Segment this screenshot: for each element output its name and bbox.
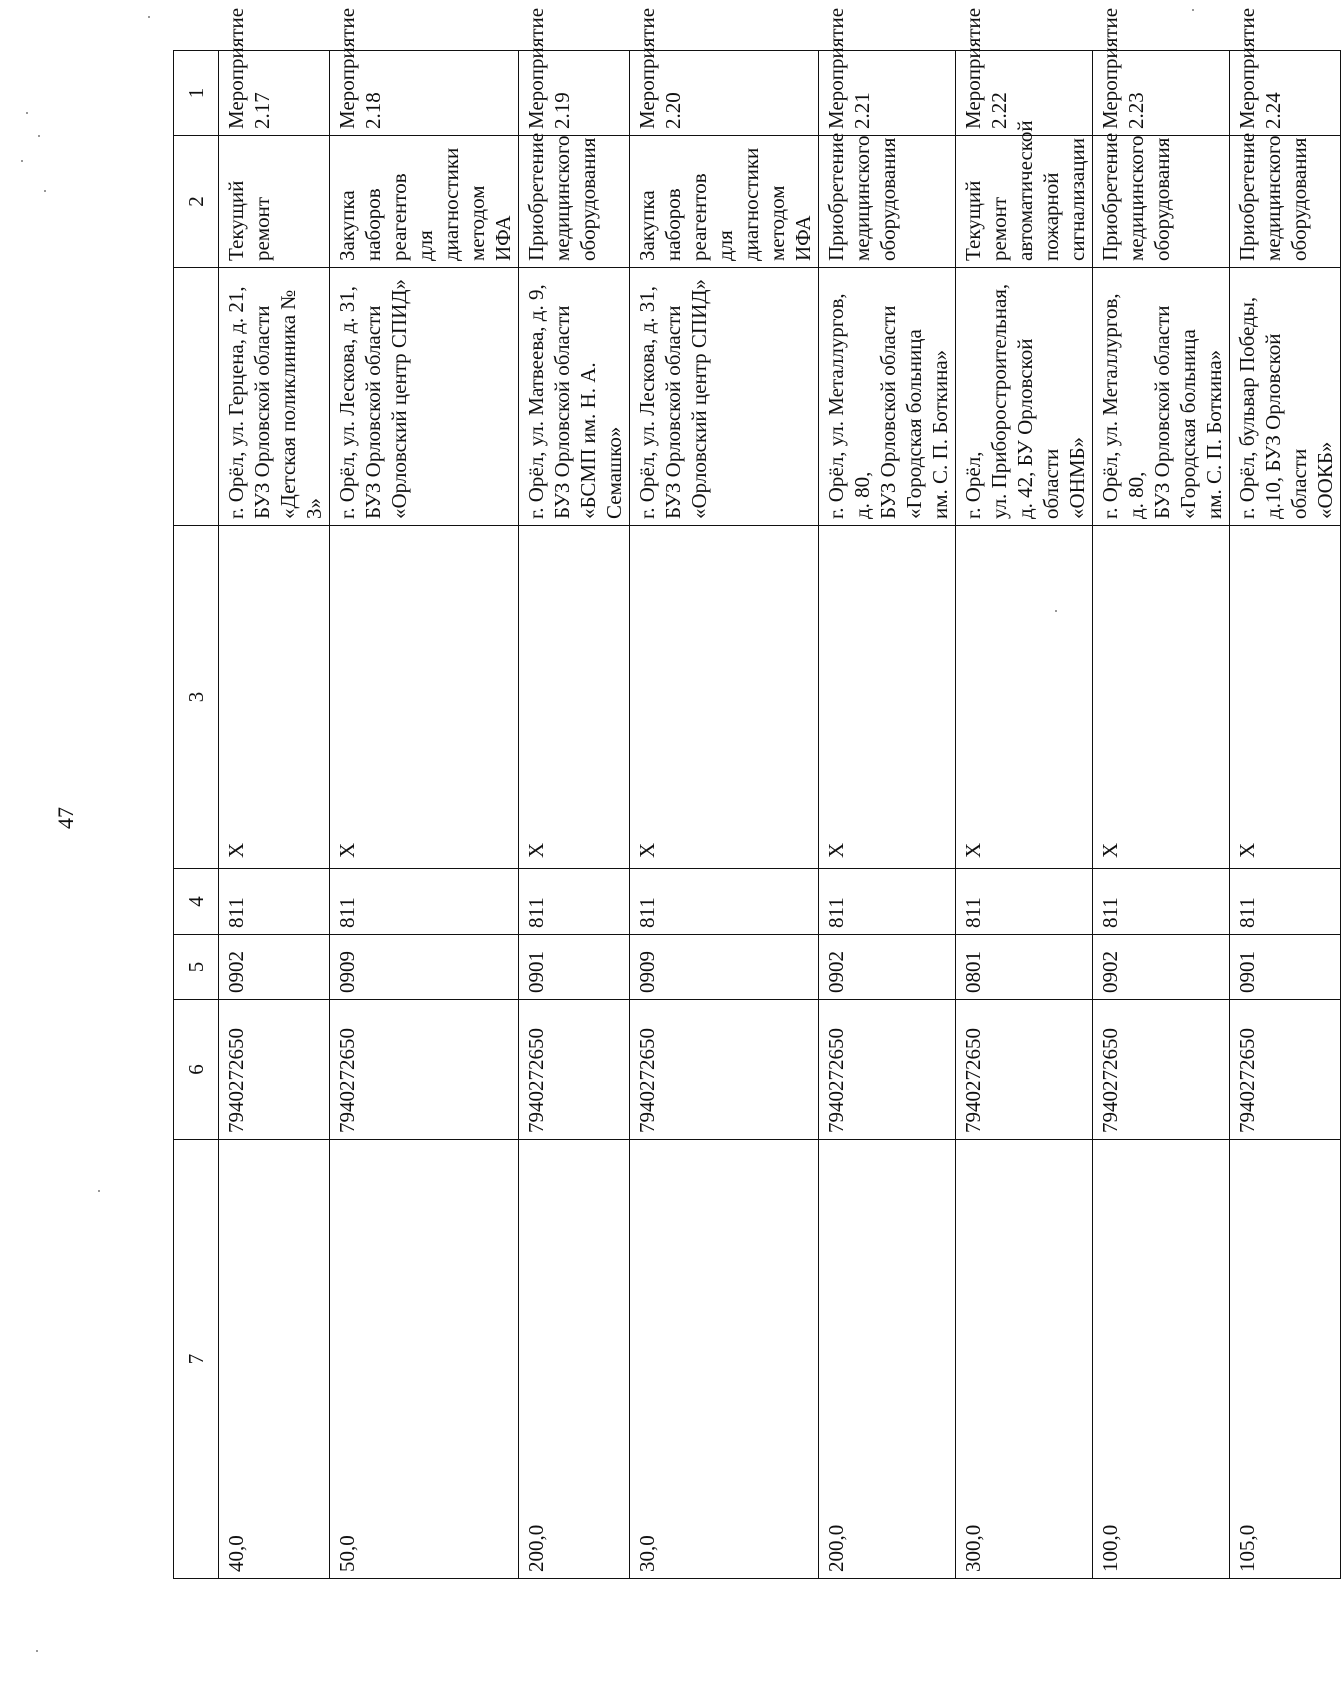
table-row [1093,51,1230,1579]
header-col-2b [174,268,219,526]
table-row [1230,51,1341,1579]
work-cell [956,120,1093,268]
table-row [819,51,956,1579]
address-cell-text: г. Орёл, бульвар Победы, д.10, БУЗ Орловской области «ООКБ» [1235,296,1337,519]
work-cell-text: Приобретение медицинского оборудования [1098,132,1174,261]
department-cell-text: 811 [635,897,659,928]
section-cell-text: 0902 [824,951,848,993]
event-cell [219,7,330,136]
department-cell [819,869,956,935]
section-cell-text: 0909 [335,951,359,993]
address-cell-text: г. Орёл, ул. Матвеева, д. 9, БУЗ Орловской области «БСМП им. Н. А. Семашко» [524,284,626,519]
address-cell [1230,268,1341,526]
mark-cell [1230,526,1341,869]
amount-cell [1093,1140,1230,1579]
mark-cell-text: X [524,842,548,858]
amount-cell-text: 50,0 [335,1535,359,1572]
work-cell-text: Закупка наборов реагентов для диагностики методом ИФА [635,147,815,261]
mark-cell-text: X [961,842,985,858]
section-cell-text: 0801 [961,951,985,993]
code-cell [519,1000,630,1140]
section-cell [330,935,519,1000]
section-cell [219,935,330,1000]
section-cell [1093,935,1230,1000]
mark-cell [330,526,519,869]
amount-cell-text: 200,0 [824,1524,848,1572]
department-cell [1230,869,1341,935]
header-row [174,51,219,1579]
address-cell-text: г. Орёл, ул. Лескова, д. 31, БУЗ Орловской области «Орловский центр СПИД» [635,278,711,519]
event-cell-text: Мероприятие 2.21 [824,7,874,129]
amount-cell [330,1140,519,1579]
work-cell [1230,132,1341,268]
header-col-7: 7 [174,1140,219,1579]
mark-cell-text: X [335,842,359,858]
department-cell [1093,869,1230,935]
amount-cell-text: 40,0 [224,1535,248,1572]
event-cell [330,7,519,136]
section-cell-text: 0902 [224,951,248,993]
department-cell-text: 811 [1098,897,1122,928]
address-cell [956,268,1093,526]
work-cell [819,132,956,268]
table-row [519,51,630,1579]
code-cell-text: 7940272650 [1235,1028,1259,1133]
page-number: 47 [53,807,78,829]
header-col-5: 5 [174,935,219,1000]
amount-cell-text: 200,0 [524,1524,548,1572]
work-cell [219,136,330,268]
table-row [219,51,330,1579]
address-cell [819,268,956,526]
section-cell [519,935,630,1000]
event-cell-text: Мероприятие 2.17 [224,7,274,129]
work-cell [519,132,630,268]
work-cell-text: Текущий ремонт автоматической пожарной сигнализации [961,120,1089,261]
code-cell-text: 7940272650 [824,1028,848,1133]
code-cell [956,1000,1093,1140]
work-cell-text: Текущий ремонт [224,180,274,261]
department-cell [956,869,1093,935]
code-cell [1230,1000,1341,1140]
work-cell [630,136,819,268]
address-cell [330,268,519,526]
department-cell-text: 811 [524,897,548,928]
department-cell [219,869,330,935]
mark-cell-text: X [1098,842,1122,858]
address-cell-text: г. Орёл, ул. Герцена, д. 21, БУЗ Орловской области «Детская поликлиника № 3» [224,286,326,519]
header-col-2: 2 [174,136,219,268]
event-cell [519,7,630,136]
work-cell-text: Приобретение медицинского оборудования [1235,132,1311,261]
code-cell-text: 7940272650 [635,1028,659,1133]
address-cell [219,268,330,526]
amount-cell [819,1140,956,1579]
mark-cell-text: X [1235,842,1259,858]
mark-cell [519,526,630,869]
address-cell-text: г. Орёл, ул. Лескова, д. 31, БУЗ Орловской области «Орловский центр СПИД» [335,278,411,519]
amount-cell [956,1140,1093,1579]
event-cell-text: Мероприятие 2.20 [635,7,685,129]
mark-cell [219,526,330,869]
work-cell-text: Закупка наборов реагентов для диагностики методом ИФА [335,147,515,261]
event-cell-text: Мероприятие 2.24 [1235,7,1285,129]
department-cell-text: 811 [335,897,359,928]
section-cell-text: 0901 [1235,951,1259,993]
code-cell-text: 7940272650 [335,1028,359,1133]
event-cell [819,7,956,136]
mark-cell [819,526,956,869]
event-cell-text: Мероприятие 2.19 [524,7,574,129]
event-cell [630,7,819,136]
code-cell-text: 7940272650 [1098,1028,1122,1133]
address-cell-text: г. Орёл, ул. Металлургов, д. 80, БУЗ Орловской области «Городская больница им. С. П. Боткина» [1098,293,1226,519]
address-cell [630,268,819,526]
mark-cell [1093,526,1230,869]
department-cell-text: 811 [1235,897,1259,928]
amount-cell-text: 30,0 [635,1535,659,1572]
address-cell-text: г. Орёл, ул. Металлургов, д. 80, БУЗ Орловской области «Городская больница им. С. П. Боткина» [824,293,952,519]
department-cell-text: 811 [224,897,248,928]
code-cell-text: 7940272650 [961,1028,985,1133]
department-cell-text: 811 [824,897,848,928]
event-cell-text: Мероприятие 2.23 [1098,7,1148,129]
code-cell [1093,1000,1230,1140]
section-cell [819,935,956,1000]
amount-cell-text: 100,0 [1098,1524,1122,1572]
budget-table [173,7,1341,1579]
mark-cell-text: X [224,842,248,858]
department-cell [330,869,519,935]
event-cell [1093,7,1230,136]
code-cell-text: 7940272650 [524,1028,548,1133]
section-cell-text: 0901 [524,951,548,993]
amount-cell [519,1140,630,1579]
address-cell-text: г. Орёл, ул. Приборостроительная, д. 42, БУ Орловской области «ОНМБ» [961,283,1089,519]
code-cell [219,1000,330,1140]
amount-cell-text: 300,0 [961,1524,985,1572]
rotated-table-container [173,7,1337,1579]
mark-cell [630,526,819,869]
amount-cell [1230,1140,1341,1579]
address-cell [1093,268,1230,526]
header-col-3: 3 [174,526,219,869]
department-cell [519,869,630,935]
section-cell [956,935,1093,1000]
work-cell-text: Приобретение медицинского оборудования [824,132,900,261]
header-col-4: 4 [174,869,219,935]
event-cell-text: Мероприятие 2.22 [961,7,1011,129]
mark-cell [956,526,1093,869]
section-cell-text: 0902 [1098,951,1122,993]
department-cell-text: 811 [961,897,985,928]
work-cell-text: Приобретение медицинского оборудования [524,132,600,261]
amount-cell-text: 105,0 [1235,1524,1259,1572]
code-cell [819,1000,956,1140]
event-cell-text: Мероприятие 2.18 [335,7,385,129]
amount-cell [630,1140,819,1579]
header-col-6: 6 [174,1000,219,1140]
section-cell [1230,935,1341,1000]
work-cell [1093,132,1230,268]
mark-cell-text: X [824,842,848,858]
table-row [630,51,819,1579]
code-cell-text: 7940272650 [224,1028,248,1133]
table-row [330,51,519,1579]
work-cell [330,136,519,268]
section-cell [630,935,819,1000]
address-cell [519,268,630,526]
event-cell [1230,7,1341,136]
code-cell [630,1000,819,1140]
amount-cell [219,1140,330,1579]
code-cell [330,1000,519,1140]
header-col-1: 1 [174,51,219,136]
mark-cell-text: X [635,842,659,858]
section-cell-text: 0909 [635,951,659,993]
table-row [956,51,1093,1579]
department-cell [630,869,819,935]
